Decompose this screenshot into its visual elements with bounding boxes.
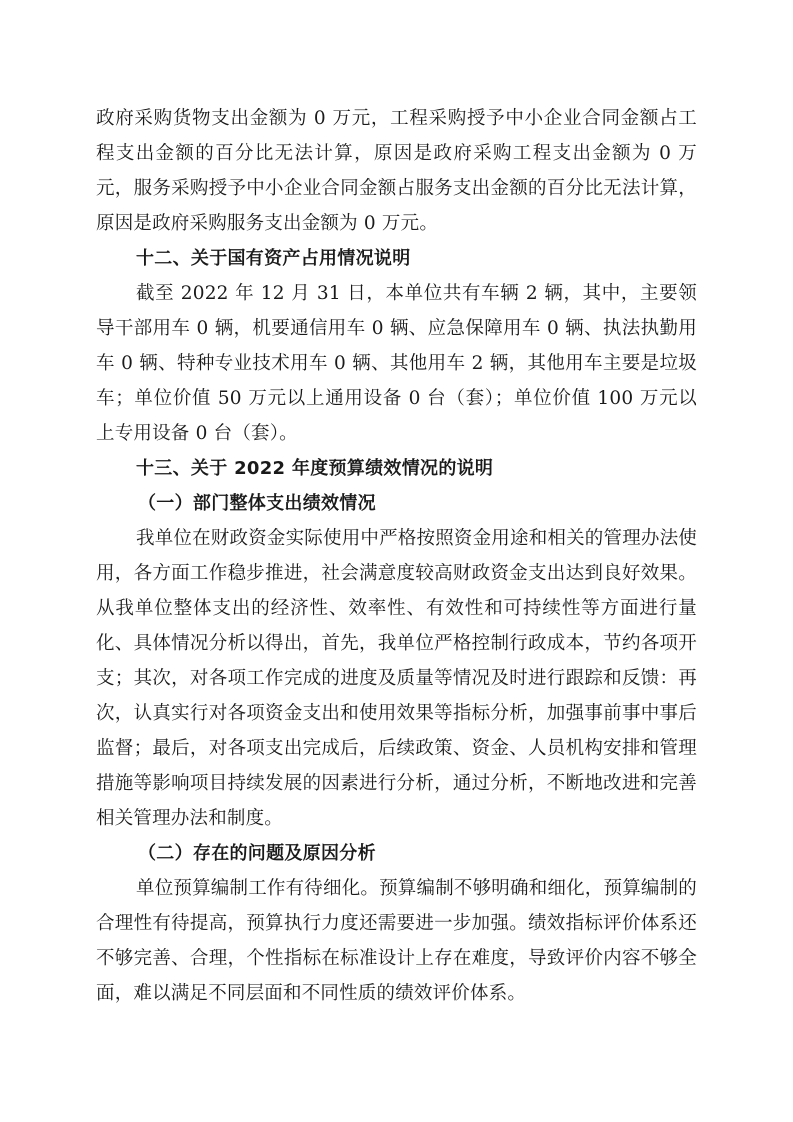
paragraph-procurement-summary: 政府采购货物支出金额为 0 万元，工程采购授予中小企业合同金额占工程支出金额的百分比无法计算，原因是政府采购工程支出金额为 0 万元，服务采购授予中小企业合同金额占服务支出金额的百分比无法计算，原因是政府采购服务支出金额为 0 万元。 <box>96 108 697 234</box>
subsection-heading-problems: （二）存在的问题及原因分析 <box>138 843 376 864</box>
subsection-heading-overall-expenditure: （一）部门整体支出绩效情况 <box>138 493 376 514</box>
paragraph-problems-analysis: 单位预算编制工作有待细化。预算编制不够明确和细化，预算编制的合理性有待提高，预算执行力度还需要进一步加强。绩效指标评价体系还不够完善、合理，个性指标在标准设计上存在难度，导致评价内容不够全面，难以满足不同层面和不同性质的绩效评价体系。 <box>96 878 698 1004</box>
section-heading-performance: 十三、关于 2022 年度预算绩效情况的说明 <box>136 458 494 479</box>
paragraph-vehicle-assets: 截至 2022 年 12 月 31 日，本单位共有车辆 2 辆，其中，主要领导干部用车 0 辆，机要通信用车 0 辆、应急保障用车 0 辆、执法执勤用车 0 辆、特种专业技术用车 0 辆、其他用车 2 辆，其他用车主要是垃圾车；单位价值 50 万元以上通用设备 0 台（套）；单位价值 100 万元以上专用设备 0 台（套）。 <box>96 283 697 444</box>
paragraph-overall-performance: 我单位在财政资金实际使用中严格按照资金用途和相关的管理办法使用，各方面工作稳步推进，社会满意度较高财政资金支出达到良好效果。从我单位整体支出的经济性、效率性、有效性和可持续性等方面进行量化、具体情况分析以得出，首先，我单位严格控制行政成本，节约各项开支；其次，对各项工作完成的进度及质量等情况及时进行跟踪和反馈：再次，认真实行对各项资金支出和使用效果等指标分析，加强事前事中事后监督；最后，对各项支出完成后，后续政策、资金、人员机构安排和管理措施等影响项目持续发展的因素进行分析，通过分析，不断地改进和完善相关管理办法和制度。 <box>96 528 698 829</box>
section-heading-state-assets: 十二、关于国有资产占用情况说明 <box>136 248 411 269</box>
